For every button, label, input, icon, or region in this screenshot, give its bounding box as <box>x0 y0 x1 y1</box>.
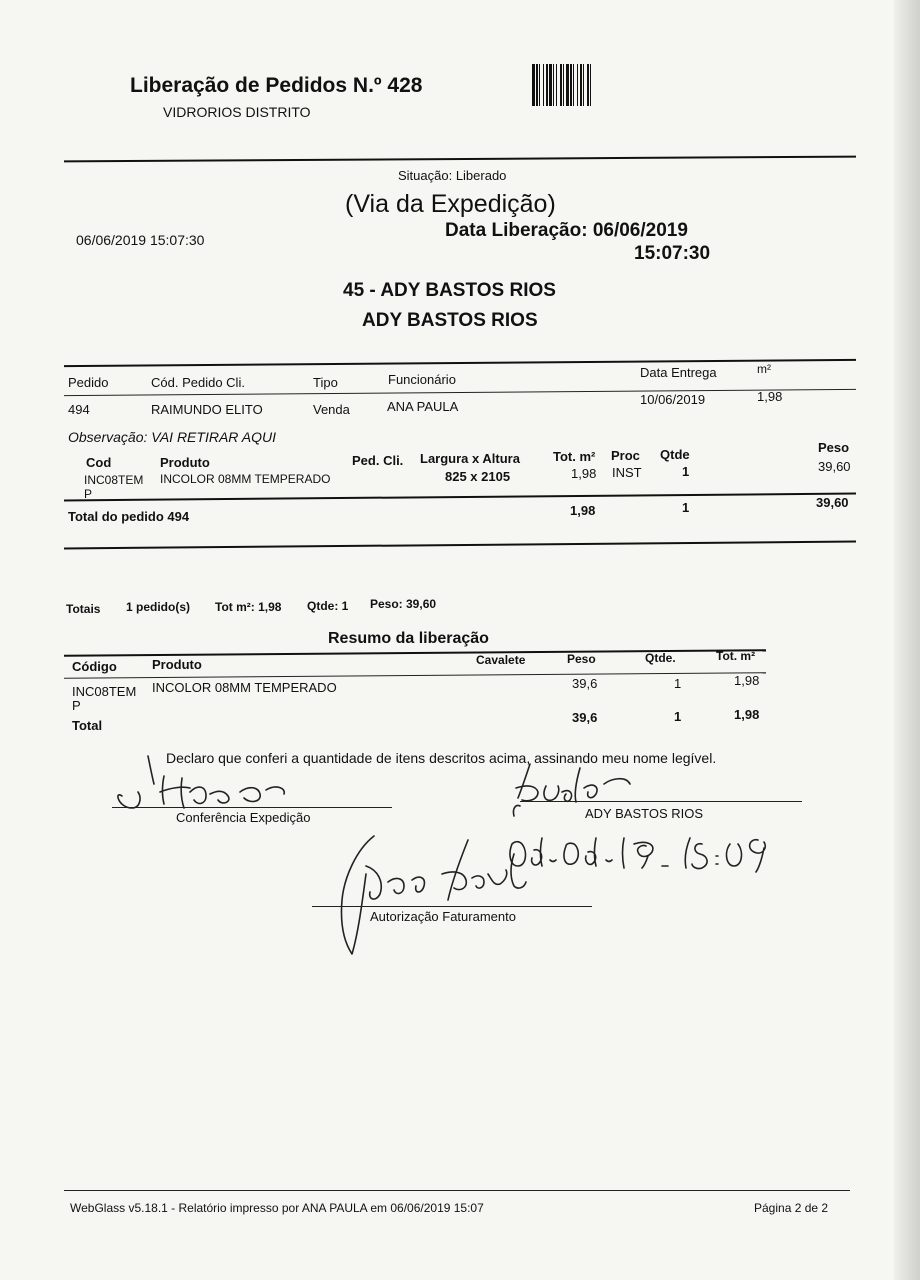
col-data-entrega: Data Entrega <box>640 365 717 380</box>
item-cod: INC08TEM <box>84 473 144 487</box>
item-qtde: 1 <box>682 464 690 479</box>
order-total-tot-m2: 1,98 <box>570 503 596 518</box>
item-col-proc: Proc <box>611 448 640 463</box>
summary-total-tot-m2: 1,98 <box>734 707 760 722</box>
summary-col-peso: Peso <box>567 652 596 666</box>
print-datetime: 06/06/2019 15:07:30 <box>76 232 205 248</box>
handwritten-date <box>506 830 806 880</box>
order-total-qtde: 1 <box>682 500 690 515</box>
header-rule <box>64 156 856 163</box>
item-proc: INST <box>612 465 642 480</box>
totals-peso: Peso: 39,60 <box>370 597 437 611</box>
row-pedido: 494 <box>68 402 90 417</box>
summary-total-qtde: 1 <box>674 709 682 724</box>
col-cod-pedido-cli: Cód. Pedido Cli. <box>151 375 245 390</box>
barcode-bar <box>591 64 593 106</box>
observation: Observação: VAI RETIRAR AQUI <box>68 429 276 445</box>
situation-label: Situação: Liberado <box>398 168 507 183</box>
summary-title: Resumo da liberação <box>328 630 489 647</box>
summary-row-codigo: INC08TEM <box>72 684 137 699</box>
col-tipo: Tipo <box>313 375 338 390</box>
item-col-largura-altura: Largura x Altura <box>420 451 520 466</box>
release-date: Data Liberação: 06/06/2019 <box>445 220 688 241</box>
item-total-rule <box>64 493 856 502</box>
col-pedido: Pedido <box>68 375 109 390</box>
footer-left: WebGlass v5.18.1 - Relatório impresso por ANA PAULA em 06/06/2019 15:07 <box>70 1201 484 1215</box>
client-signature <box>500 758 680 828</box>
item-col-tot-m2: Tot. m² <box>553 449 596 464</box>
summary-row-peso: 39,6 <box>572 676 598 691</box>
totals-qtde: Qtde: 1 <box>307 599 349 613</box>
item-col-ped-cli: Ped. Cli. <box>352 453 404 468</box>
summary-col-tot-m2: Tot. m² <box>716 649 756 663</box>
summary-header-rule <box>64 672 766 679</box>
declaration-text: Declaro que conferi a quantidade de itens descritos acima, assinando meu nome legível. <box>166 750 717 766</box>
summary-row-qtde: 1 <box>674 676 682 691</box>
summary-col-codigo: Código <box>72 659 117 674</box>
row-data-entrega: 10/06/2019 <box>640 392 706 407</box>
item-peso: 39,60 <box>818 459 851 474</box>
summary-col-produto: Produto <box>152 657 202 672</box>
company-name: VIDRORIOS DISTRITO <box>163 104 311 120</box>
item-col-qtde: Qtde <box>660 447 690 462</box>
conferencia-signature <box>110 752 300 822</box>
item-col-cod: Cod <box>86 455 112 470</box>
release-time: 15:07:30 <box>634 243 711 264</box>
paper-edge <box>894 0 920 1280</box>
footer-rule <box>64 1190 850 1191</box>
item-col-peso: Peso <box>818 440 850 455</box>
client-name: ADY BASTOS RIOS <box>362 310 538 331</box>
item-tot-m2: 1,98 <box>571 466 597 481</box>
totals-pedidos: 1 pedido(s) <box>126 600 191 614</box>
order-table-top-rule <box>64 359 856 367</box>
document-title: Liberação de Pedidos N.º 428 <box>130 74 423 97</box>
summary-col-qtde: Qtde. <box>645 651 676 665</box>
footer-page: Página 2 de 2 <box>754 1201 829 1215</box>
order-table-bottom-rule <box>64 541 856 550</box>
conferencia-label: Conferência Expedição <box>176 810 311 825</box>
col-m2: m² <box>757 362 771 376</box>
col-funcionario: Funcionário <box>388 372 456 387</box>
totals-tot-m2: Tot m²: 1,98 <box>215 600 282 614</box>
row-cod-pedido-cli: RAIMUNDO ELITO <box>151 402 263 417</box>
via-label: (Via da Expedição) <box>345 190 556 218</box>
item-dims: 825 x 2105 <box>445 469 511 484</box>
row-funcionario: ANA PAULA <box>387 399 459 414</box>
client-signature-label: ADY BASTOS RIOS <box>585 806 704 821</box>
summary-total-label: Total <box>72 718 103 733</box>
item-produto: INCOLOR 08MM TEMPERADO <box>160 472 331 486</box>
summary-row-codigo-suffix: P <box>72 698 81 713</box>
barcode <box>532 64 652 106</box>
row-tipo: Venda <box>313 402 350 417</box>
order-total-peso: 39,60 <box>816 495 849 510</box>
summary-row-tot-m2: 1,98 <box>734 673 760 688</box>
autorizacao-label: Autorização Faturamento <box>370 909 516 924</box>
totals-label: Totais <box>66 602 101 616</box>
item-col-produto: Produto <box>160 455 210 470</box>
client-code-name: 45 - ADY BASTOS RIOS <box>343 280 556 301</box>
summary-total-peso: 39,6 <box>572 710 598 725</box>
item-cod-suffix: P <box>84 487 93 501</box>
summary-row-produto: INCOLOR 08MM TEMPERADO <box>152 680 337 695</box>
summary-col-cavalete: Cavalete <box>476 653 526 667</box>
row-m2: 1,98 <box>757 389 783 404</box>
order-total-label: Total do pedido 494 <box>68 509 190 524</box>
